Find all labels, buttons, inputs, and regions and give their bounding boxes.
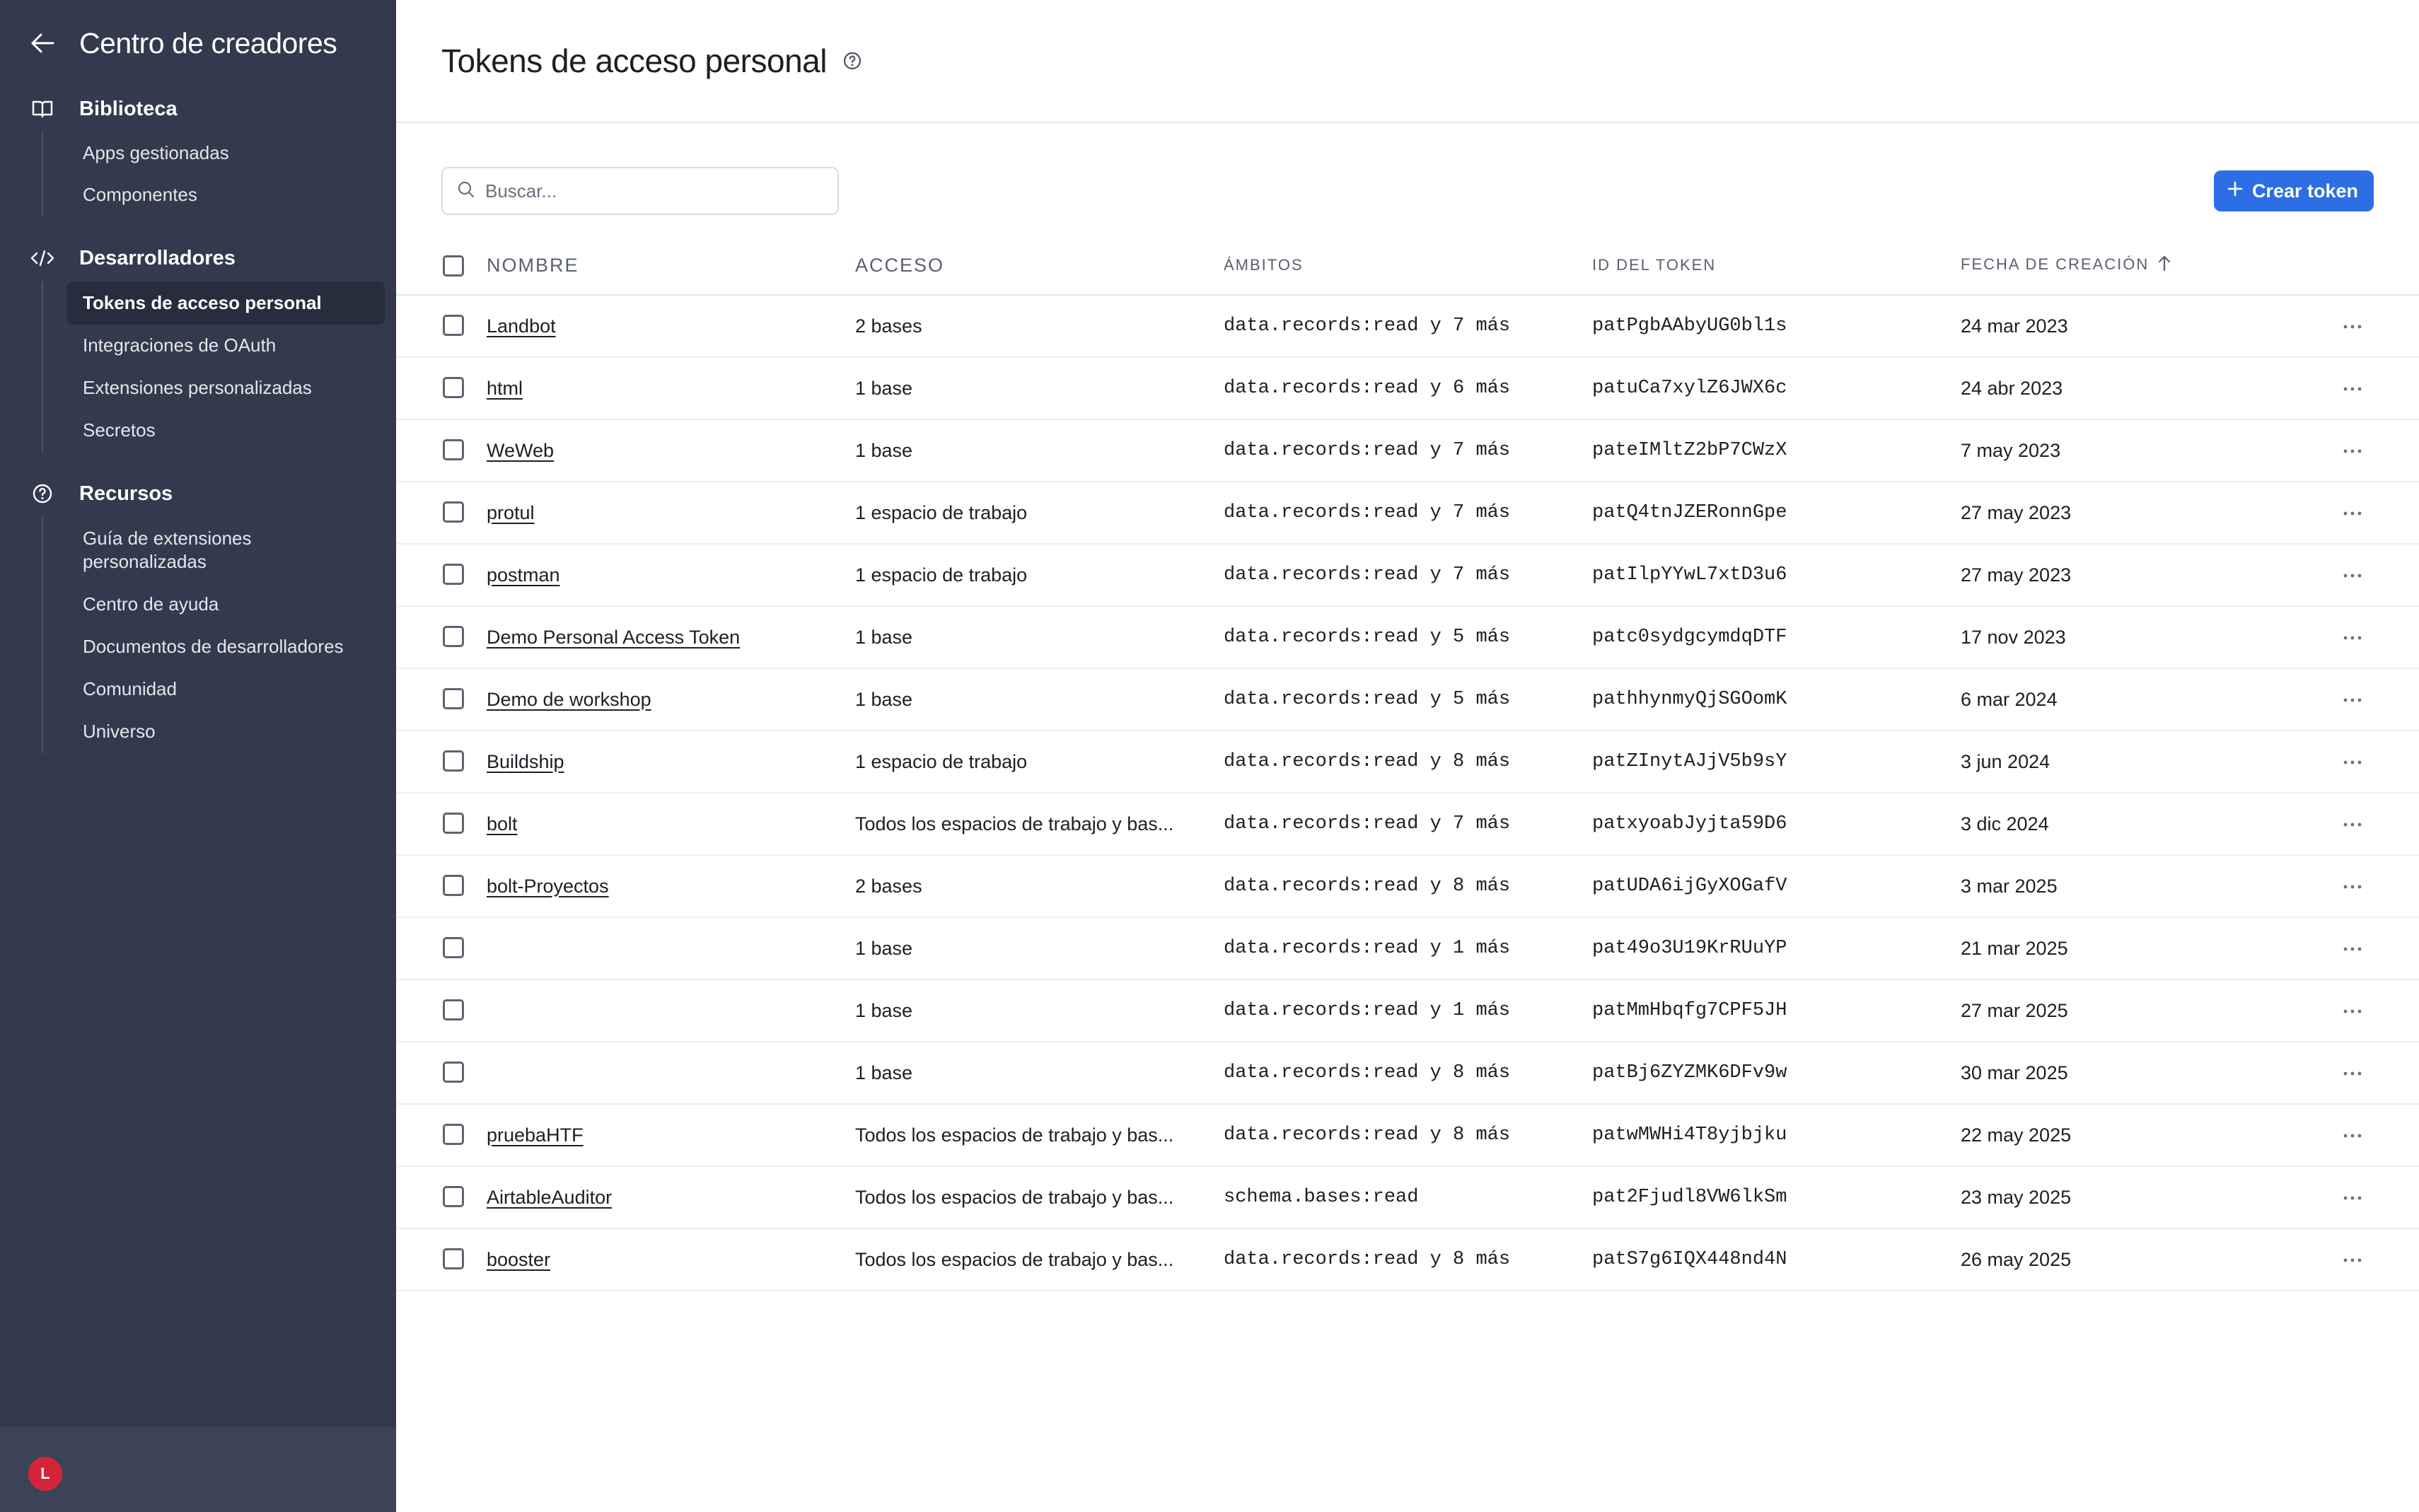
- avatar[interactable]: L: [28, 1457, 62, 1491]
- table-row[interactable]: [396, 856, 2419, 918]
- more-options-icon[interactable]: [2338, 631, 2367, 645]
- code-icon: [28, 244, 57, 272]
- sidebar-item-componentes[interactable]: Componentes: [83, 184, 197, 205]
- row-checkbox[interactable]: [443, 999, 464, 1020]
- token-scopes: data.records:read y 1 más: [1224, 938, 1511, 959]
- column-header-created-label: FECHA DE CREACIÓN: [1961, 255, 2150, 273]
- token-created-date: 23 may 2025: [1961, 1186, 2072, 1208]
- table-row[interactable]: [396, 358, 2419, 420]
- sidebar-title: Centro de creadores: [79, 26, 337, 59]
- more-options-icon[interactable]: [2338, 320, 2367, 334]
- token-name-link[interactable]: booster: [487, 1248, 551, 1270]
- token-id: patuCa7xylZ6JWX6c: [1592, 378, 1787, 399]
- token-access: 1 espacio de trabajo: [855, 564, 1028, 586]
- token-created-date: 3 jun 2024: [1961, 750, 2050, 772]
- more-options-icon[interactable]: [2338, 382, 2367, 396]
- more-options-icon[interactable]: [2338, 1066, 2367, 1081]
- sidebar-item-centro-ayuda[interactable]: Centro de ayuda: [83, 593, 219, 615]
- token-access: 1 espacio de trabajo: [855, 501, 1028, 523]
- table-row[interactable]: [396, 731, 2419, 793]
- sidebar-group-biblioteca: [42, 132, 385, 216]
- sidebar-section-label: Recursos: [79, 482, 173, 505]
- table-row[interactable]: [396, 1229, 2419, 1291]
- row-checkbox[interactable]: [443, 1186, 464, 1207]
- token-created-date: 30 mar 2025: [1961, 1062, 2068, 1083]
- token-name-link[interactable]: pruebaHTF: [487, 1124, 584, 1146]
- sidebar: [0, 0, 396, 1512]
- token-access: 1 base: [855, 688, 913, 710]
- column-header-scopes[interactable]: ÁMBITOS: [1224, 256, 1304, 274]
- token-id: patc0sydgcymdqDTF: [1592, 627, 1787, 648]
- question-circle-icon[interactable]: [842, 50, 864, 71]
- token-access: Todos los espacios de trabajo y bas...: [855, 1186, 1174, 1208]
- more-options-icon[interactable]: [2338, 755, 2367, 769]
- table-body: [396, 296, 2419, 1291]
- token-scopes: data.records:read y 6 más: [1224, 378, 1511, 399]
- tokens-table: [396, 236, 2419, 1291]
- token-name[interactable]: [487, 689, 840, 711]
- more-options-icon[interactable]: [2338, 1129, 2367, 1143]
- create-token-label: Crear token: [2251, 180, 2358, 202]
- create-token-button[interactable]: [2214, 170, 2374, 211]
- token-name[interactable]: [487, 564, 840, 586]
- row-checkbox[interactable]: [443, 1124, 464, 1145]
- token-created-date: 21 mar 2025: [1961, 937, 2068, 959]
- row-checkbox[interactable]: [443, 315, 464, 336]
- sort-ascending-icon: [2157, 255, 2171, 276]
- sidebar-footer: [0, 1427, 396, 1512]
- token-scopes: data.records:read y 8 más: [1224, 1249, 1511, 1270]
- row-checkbox[interactable]: [443, 750, 464, 772]
- token-scopes: data.records:read y 8 más: [1224, 876, 1511, 897]
- sidebar-section-label: Desarrolladores: [79, 246, 236, 269]
- column-header-token-id[interactable]: ID DEL TOKEN: [1592, 256, 1717, 274]
- sidebar-section-biblioteca: [28, 92, 178, 126]
- row-checkbox[interactable]: [443, 1248, 464, 1269]
- token-id: patMmHbqfg7CPF5JH: [1592, 1000, 1787, 1021]
- table-row[interactable]: [396, 1042, 2419, 1105]
- sidebar-item-comunidad[interactable]: Comunidad: [83, 678, 177, 699]
- sidebar-group-recursos: [42, 517, 385, 753]
- select-all-checkbox[interactable]: [443, 255, 464, 277]
- token-name[interactable]: [487, 627, 840, 649]
- token-name-link[interactable]: Buildship: [487, 750, 564, 772]
- token-name-link[interactable]: html: [487, 377, 523, 399]
- search-input[interactable]: [485, 180, 825, 202]
- token-id: patxyoabJyjta59D6: [1592, 813, 1787, 834]
- token-access: Todos los espacios de trabajo y bas...: [855, 1124, 1174, 1146]
- row-checkbox[interactable]: [443, 377, 464, 398]
- table-row[interactable]: [396, 918, 2419, 980]
- token-id: patwMWHi4T8yjbjku: [1592, 1124, 1787, 1146]
- token-name[interactable]: [487, 1187, 840, 1209]
- token-created-date: 26 may 2025: [1961, 1248, 2072, 1270]
- sidebar-item-secretos[interactable]: Secretos: [83, 419, 156, 441]
- more-options-icon[interactable]: [2338, 693, 2367, 707]
- token-scopes: data.records:read y 7 más: [1224, 440, 1511, 461]
- row-checkbox[interactable]: [443, 937, 464, 958]
- more-options-icon[interactable]: [2338, 942, 2367, 956]
- row-checkbox[interactable]: [443, 875, 464, 896]
- table-row[interactable]: [396, 607, 2419, 669]
- sidebar-item-tokens[interactable]: Tokens de acceso personal: [67, 281, 385, 325]
- sidebar-header: [28, 24, 337, 62]
- toolbar: [441, 167, 2374, 215]
- token-id: patUDA6ijGyXOGafV: [1592, 876, 1787, 897]
- token-access: 1 base: [855, 439, 913, 461]
- sidebar-section-label: Biblioteca: [79, 97, 178, 120]
- row-checkbox[interactable]: [443, 813, 464, 834]
- row-checkbox[interactable]: [443, 501, 464, 523]
- token-name-link[interactable]: Landbot: [487, 315, 556, 337]
- search-box: [441, 167, 839, 215]
- column-header-name[interactable]: NOMBRE: [487, 254, 579, 276]
- column-header-access[interactable]: ACCESO: [855, 254, 945, 276]
- token-scopes: data.records:read y 7 más: [1224, 564, 1511, 586]
- token-name-link[interactable]: bolt: [487, 813, 518, 834]
- page-header: [396, 0, 2419, 123]
- token-access: 1 base: [855, 937, 913, 959]
- token-access: 1 base: [855, 626, 913, 648]
- sidebar-item-apps-gestionadas[interactable]: Apps gestionadas: [83, 142, 229, 163]
- token-created-date: 27 may 2023: [1961, 501, 2072, 523]
- token-access: 1 base: [855, 999, 913, 1021]
- token-id: patS7g6IQX448nd4N: [1592, 1249, 1787, 1270]
- token-scopes: data.records:read y 8 más: [1224, 751, 1511, 772]
- more-options-icon[interactable]: [2338, 1253, 2367, 1267]
- main-content: [396, 0, 2419, 1512]
- table-row[interactable]: [396, 793, 2419, 856]
- more-options-icon[interactable]: [2338, 880, 2367, 894]
- token-access: 1 espacio de trabajo: [855, 750, 1028, 772]
- column-header-created[interactable]: [1961, 255, 2244, 276]
- more-options-icon[interactable]: [2338, 1004, 2367, 1018]
- token-access: Todos los espacios de trabajo y bas...: [855, 1248, 1174, 1270]
- table-row[interactable]: [396, 296, 2419, 358]
- table-row[interactable]: [396, 482, 2419, 545]
- search-icon: [457, 180, 475, 202]
- token-name-link[interactable]: Demo de workshop: [487, 688, 651, 710]
- token-scopes: data.records:read y 8 más: [1224, 1062, 1511, 1083]
- sidebar-group-desarrolladores: [42, 281, 385, 452]
- sidebar-item-oauth[interactable]: Integraciones de OAuth: [83, 335, 277, 356]
- token-name[interactable]: [487, 751, 840, 773]
- sidebar-item-universo[interactable]: Universo: [83, 721, 156, 742]
- more-options-icon[interactable]: [2338, 444, 2367, 458]
- token-access: 1 base: [855, 1062, 913, 1083]
- token-created-date: 6 mar 2024: [1961, 688, 2058, 710]
- token-scopes: data.records:read y 7 más: [1224, 502, 1511, 523]
- token-scopes: data.records:read y 5 más: [1224, 689, 1511, 710]
- token-id: pateIMltZ2bP7CWzX: [1592, 440, 1787, 461]
- table-row[interactable]: [396, 1167, 2419, 1229]
- token-name[interactable]: [487, 315, 840, 337]
- token-name[interactable]: [487, 378, 840, 400]
- token-access: Todos los espacios de trabajo y bas...: [855, 813, 1174, 834]
- book-icon: [28, 95, 57, 123]
- token-created-date: 7 may 2023: [1961, 439, 2061, 461]
- token-created-date: 24 abr 2023: [1961, 377, 2063, 399]
- token-created-date: 22 may 2025: [1961, 1124, 2072, 1146]
- sidebar-item-documentos[interactable]: Documentos de desarrolladores: [83, 636, 344, 657]
- token-created-date: 27 mar 2025: [1961, 999, 2068, 1021]
- token-name-link[interactable]: Demo Personal Access Token: [487, 626, 741, 648]
- back-arrow-icon[interactable]: [28, 29, 57, 57]
- token-name[interactable]: [487, 1124, 840, 1146]
- token-name[interactable]: [487, 502, 840, 524]
- token-id: pat2Fjudl8VW6lkSm: [1592, 1187, 1787, 1208]
- token-id: patQ4tnJZERonnGpe: [1592, 502, 1787, 523]
- more-options-icon[interactable]: [2338, 506, 2367, 521]
- plus-icon: [2227, 180, 2244, 202]
- sidebar-section-recursos: [28, 477, 173, 511]
- token-scopes: data.records:read y 5 más: [1224, 627, 1511, 648]
- table-row[interactable]: [396, 420, 2419, 482]
- more-options-icon[interactable]: [2338, 1191, 2367, 1205]
- token-created-date: 27 may 2023: [1961, 564, 2072, 586]
- token-name[interactable]: [487, 813, 840, 835]
- token-access: 2 bases: [855, 315, 922, 337]
- token-access: 1 base: [855, 377, 913, 399]
- token-scopes: data.records:read y 7 más: [1224, 315, 1511, 337]
- sidebar-item-extensiones[interactable]: Extensiones personalizadas: [83, 377, 312, 398]
- token-name-link[interactable]: AirtableAuditor: [487, 1186, 613, 1208]
- token-created-date: 24 mar 2023: [1961, 315, 2068, 337]
- token-name-link[interactable]: postman: [487, 564, 560, 586]
- row-checkbox[interactable]: [443, 1062, 464, 1083]
- token-name-link[interactable]: protul: [487, 501, 535, 523]
- token-name[interactable]: [487, 876, 840, 897]
- token-scopes: data.records:read y 1 más: [1224, 1000, 1511, 1021]
- more-options-icon[interactable]: [2338, 818, 2367, 832]
- table-row[interactable]: [396, 669, 2419, 731]
- page-title: Tokens de acceso personal: [441, 42, 827, 79]
- sidebar-section-desarrolladores: [28, 241, 236, 275]
- token-created-date: 3 mar 2025: [1961, 875, 2058, 897]
- row-checkbox[interactable]: [443, 626, 464, 647]
- token-id: patIlpYYwL7xtD3u6: [1592, 564, 1787, 586]
- table-header-row: [396, 236, 2419, 296]
- row-checkbox[interactable]: [443, 564, 464, 585]
- row-checkbox[interactable]: [443, 688, 464, 709]
- table-row[interactable]: [396, 545, 2419, 607]
- token-created-date: 3 dic 2024: [1961, 813, 2049, 834]
- token-name[interactable]: [487, 440, 840, 462]
- table-row[interactable]: [396, 980, 2419, 1042]
- token-id: patPgbAAbyUG0bl1s: [1592, 315, 1787, 337]
- table-row[interactable]: [396, 1105, 2419, 1167]
- sidebar-item-guia-extensiones[interactable]: Guía de extensiones personalizadas: [83, 528, 252, 572]
- token-id: pathhynmyQjSGOomK: [1592, 689, 1787, 710]
- token-name[interactable]: [487, 1249, 840, 1271]
- more-options-icon[interactable]: [2338, 569, 2367, 583]
- token-name-link[interactable]: bolt-Proyectos: [487, 875, 609, 897]
- token-id: patZInytAJjV5b9sY: [1592, 751, 1787, 772]
- token-id: patBj6ZYZMK6DFv9w: [1592, 1062, 1787, 1083]
- row-checkbox[interactable]: [443, 439, 464, 460]
- token-name-link[interactable]: WeWeb: [487, 439, 555, 461]
- token-access: 2 bases: [855, 875, 922, 897]
- token-scopes: data.records:read y 8 más: [1224, 1124, 1511, 1146]
- token-scopes: data.records:read y 7 más: [1224, 813, 1511, 834]
- token-id: pat49o3U19KrRUuYP: [1592, 938, 1787, 959]
- help-circle-icon: [28, 479, 57, 508]
- token-scopes: schema.bases:read: [1224, 1187, 1419, 1208]
- token-created-date: 17 nov 2023: [1961, 626, 2066, 648]
